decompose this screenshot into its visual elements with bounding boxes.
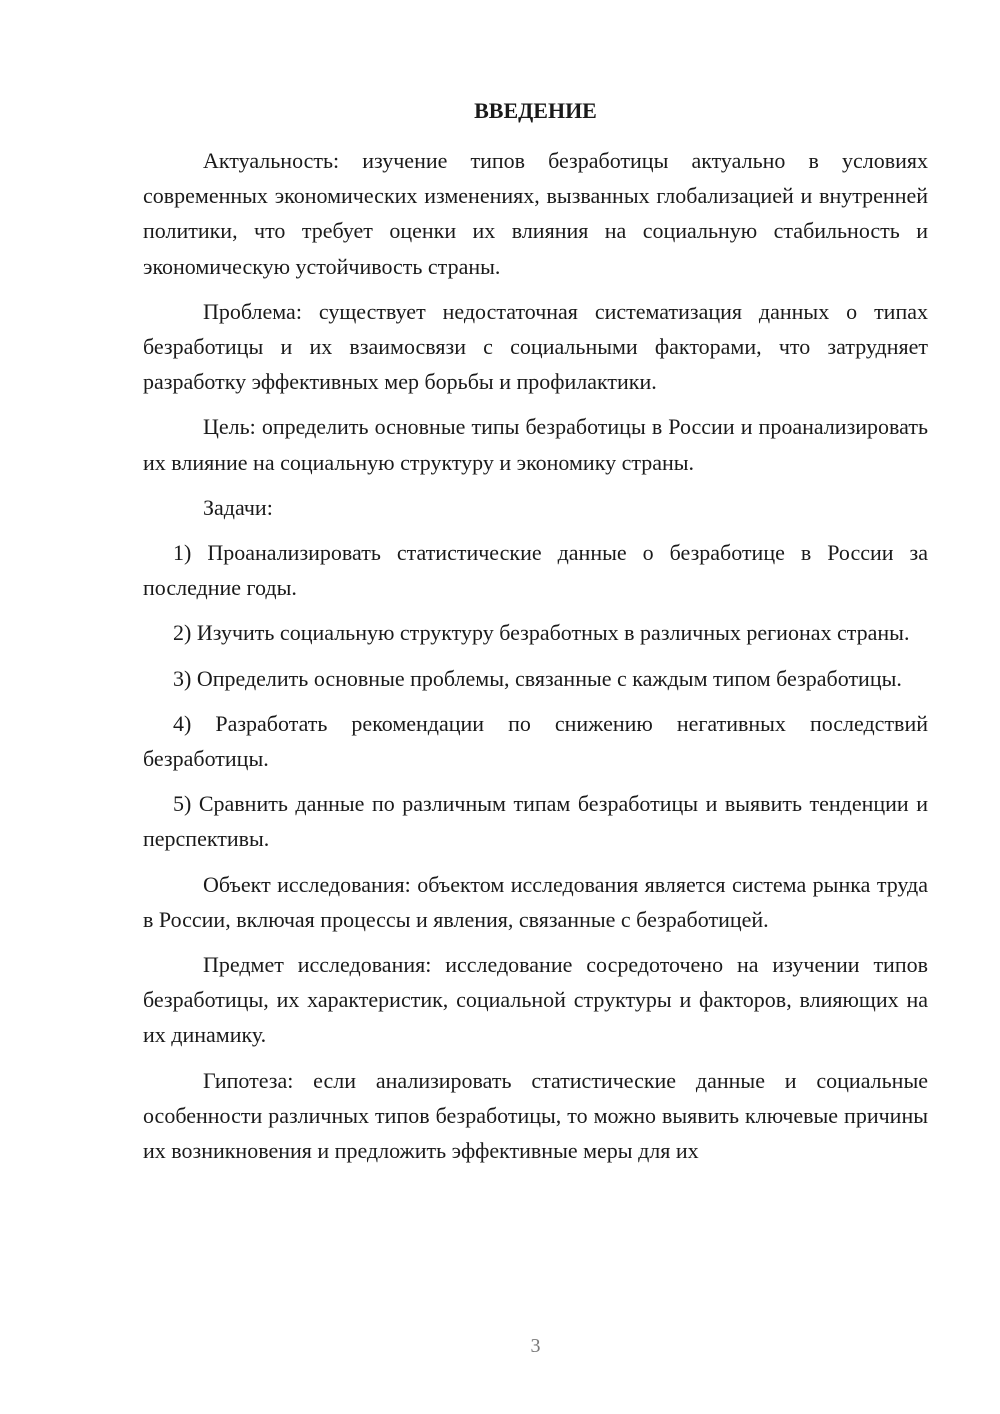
paragraph-goal: Цель: определить основные типы безработицы в России и проанализировать их влияние на социальную структуру и экономику страны.: [143, 414, 928, 475]
task-item-5: 5) Сравнить данные по различным типам безработицы и выявить тенденции и перспективы.: [143, 791, 928, 852]
paragraph-tasks-heading: Задачи:: [203, 494, 273, 520]
paragraph-relevance: Актуальность: изучение типов безработицы актуально в условиях современных экономических изменениях, вызванных глобализацией и внутренней политики, что требует оценки их влияния на социальную стабильность и экономическую устойчивость страны.: [143, 148, 928, 279]
page-number: 3: [530, 1335, 541, 1357]
paragraph-object: Объект исследования: объектом исследования является система рынка труда в России, включая процессы и явления, связанные с безработицей.: [143, 871, 928, 932]
paragraph-subject: Предмет исследования: исследование сосредоточено на изучении типов безработицы, их характеристик, социальной структуры и факторов, влияющих на их динамику.: [143, 952, 928, 1048]
task-item-3: 3) Определить основные проблемы, связанные с каждым типом безработицы.: [173, 665, 902, 691]
paragraph-hypothesis: Гипотеза: если анализировать статистические данные и социальные особенности различных типов безработицы, то можно выявить ключевые причины их возникновения и предложить эффективные меры для их: [143, 1067, 928, 1164]
section-title: ВВЕДЕНИЕ: [474, 98, 597, 123]
task-item-4: 4) Разработать рекомендации по снижению негативных последствий безработицы.: [143, 710, 928, 772]
document-body: [143, 143, 928, 1178]
task-item-1: 1) Проанализировать статистические данные о безработице в России за последние годы.: [143, 540, 928, 601]
document-page: [143, 0, 928, 1414]
paragraph-problem: Проблема: существует недостаточная систематизация данных о типах безработицы и их взаимосвязи с социальными факторами, что затрудняет разработку эффективных мер борьбы и профилактики.: [143, 298, 928, 395]
task-item-2: 2) Изучить социальную структуру безработных в различных регионах страны.: [173, 620, 910, 646]
